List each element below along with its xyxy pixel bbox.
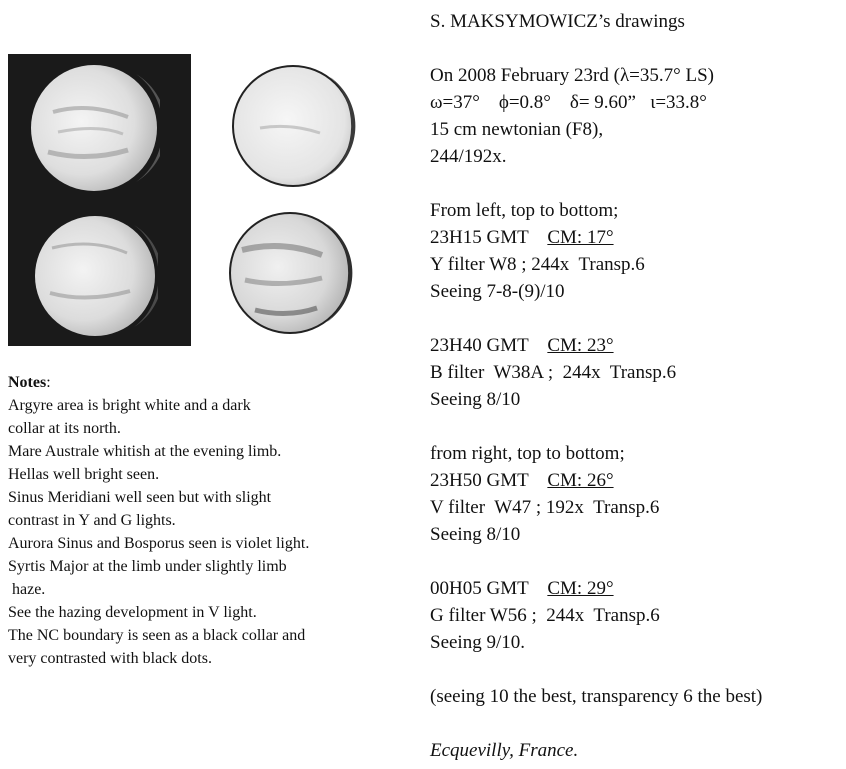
note-line: Argyre area is bright white and a dark <box>8 397 251 414</box>
note-line: collar at its north. <box>8 420 121 437</box>
note-line: Aurora Sinus and Bosporus seen is violet light. <box>8 535 310 552</box>
obs1-time: 23H15 GMT <box>430 227 529 248</box>
obs3-seeing: Seeing 8/10 <box>430 524 521 545</box>
obs3-time: 23H50 GMT <box>430 470 529 491</box>
obs1-seeing: Seeing 7-8-(9)/10 <box>430 281 565 302</box>
note-line: Syrtis Major at the limb under slightly limb <box>8 558 287 575</box>
obs4-cm: CM: 29° <box>547 578 614 599</box>
obs2-filter: B filter W38A ; 244x Transp.6 <box>430 362 677 383</box>
note-line: The NC boundary is seen as a black collar and <box>8 627 306 644</box>
magnification: 244/192x. <box>430 146 507 167</box>
title: S. MAKSYMOWICZ’s drawings <box>430 11 685 32</box>
mars-drawing-b-filter <box>32 213 158 339</box>
mars-drawing-g-filter <box>227 210 355 336</box>
note-line: very contrasted with black dots. <box>8 650 212 667</box>
obs3-cm: CM: 26° <box>547 470 614 491</box>
right-intro: from right, top to bottom; <box>430 443 625 464</box>
obs4-filter: G filter W56 ; 244x Transp.6 <box>430 605 660 626</box>
scale-note: (seeing 10 the best, transparency 6 the best) <box>430 686 763 707</box>
location: Ecquevilly, France. <box>430 740 579 761</box>
mars-drawing-y-filter <box>28 62 160 194</box>
obs1-filter: Y filter W8 ; 244x Transp.6 <box>430 254 645 275</box>
obs2-header <box>430 332 840 359</box>
observation-details <box>430 8 840 764</box>
obs1-header <box>430 224 840 251</box>
note-line: See the hazing development in V light. <box>8 604 257 621</box>
obs2-seeing: Seeing 8/10 <box>430 389 521 410</box>
telescope: 15 cm newtonian (F8), <box>430 119 604 140</box>
params-line: ω=37° ϕ=0.8° δ= 9.60” ι=33.8° <box>430 92 707 113</box>
notes-heading: Notes <box>8 374 47 391</box>
obs1-cm: CM: 17° <box>547 227 614 248</box>
note-line: Sinus Meridiani well seen but with slight <box>8 489 272 506</box>
obs4-seeing: Seeing 9/10. <box>430 632 525 653</box>
obs4-header <box>430 575 840 602</box>
date-line: On 2008 February 23rd (λ=35.7° LS) <box>430 65 714 86</box>
left-intro: From left, top to bottom; <box>430 200 619 221</box>
note-line: haze. <box>8 581 46 598</box>
obs4-time: 00H05 GMT <box>430 578 529 599</box>
obs2-time: 23H40 GMT <box>430 335 529 356</box>
obs3-header <box>430 467 840 494</box>
note-line: Hellas well bright seen. <box>8 466 160 483</box>
note-line: contrast in Y and G lights. <box>8 512 176 529</box>
note-line: Mare Australe whitish at the evening limb. <box>8 443 282 460</box>
obs3-filter: V filter W47 ; 192x Transp.6 <box>430 497 660 518</box>
mars-drawing-v-filter <box>230 63 356 189</box>
notes-section: Notes: Argyre area is bright white and a dark collar at its north. Mare Australe whitish at the evening limb. Hellas well bright seen. Sinus Meridiani well seen but with slight contrast in Y and G lights. Aurora Sinus and Bosporus seen is violet light. Syrtis Major at the limb under slightly limb haze. See the hazing development in V light. The NC boundary is seen as a black collar and very contrasted with black dots. <box>8 371 418 670</box>
obs2-cm: CM: 23° <box>547 335 614 356</box>
